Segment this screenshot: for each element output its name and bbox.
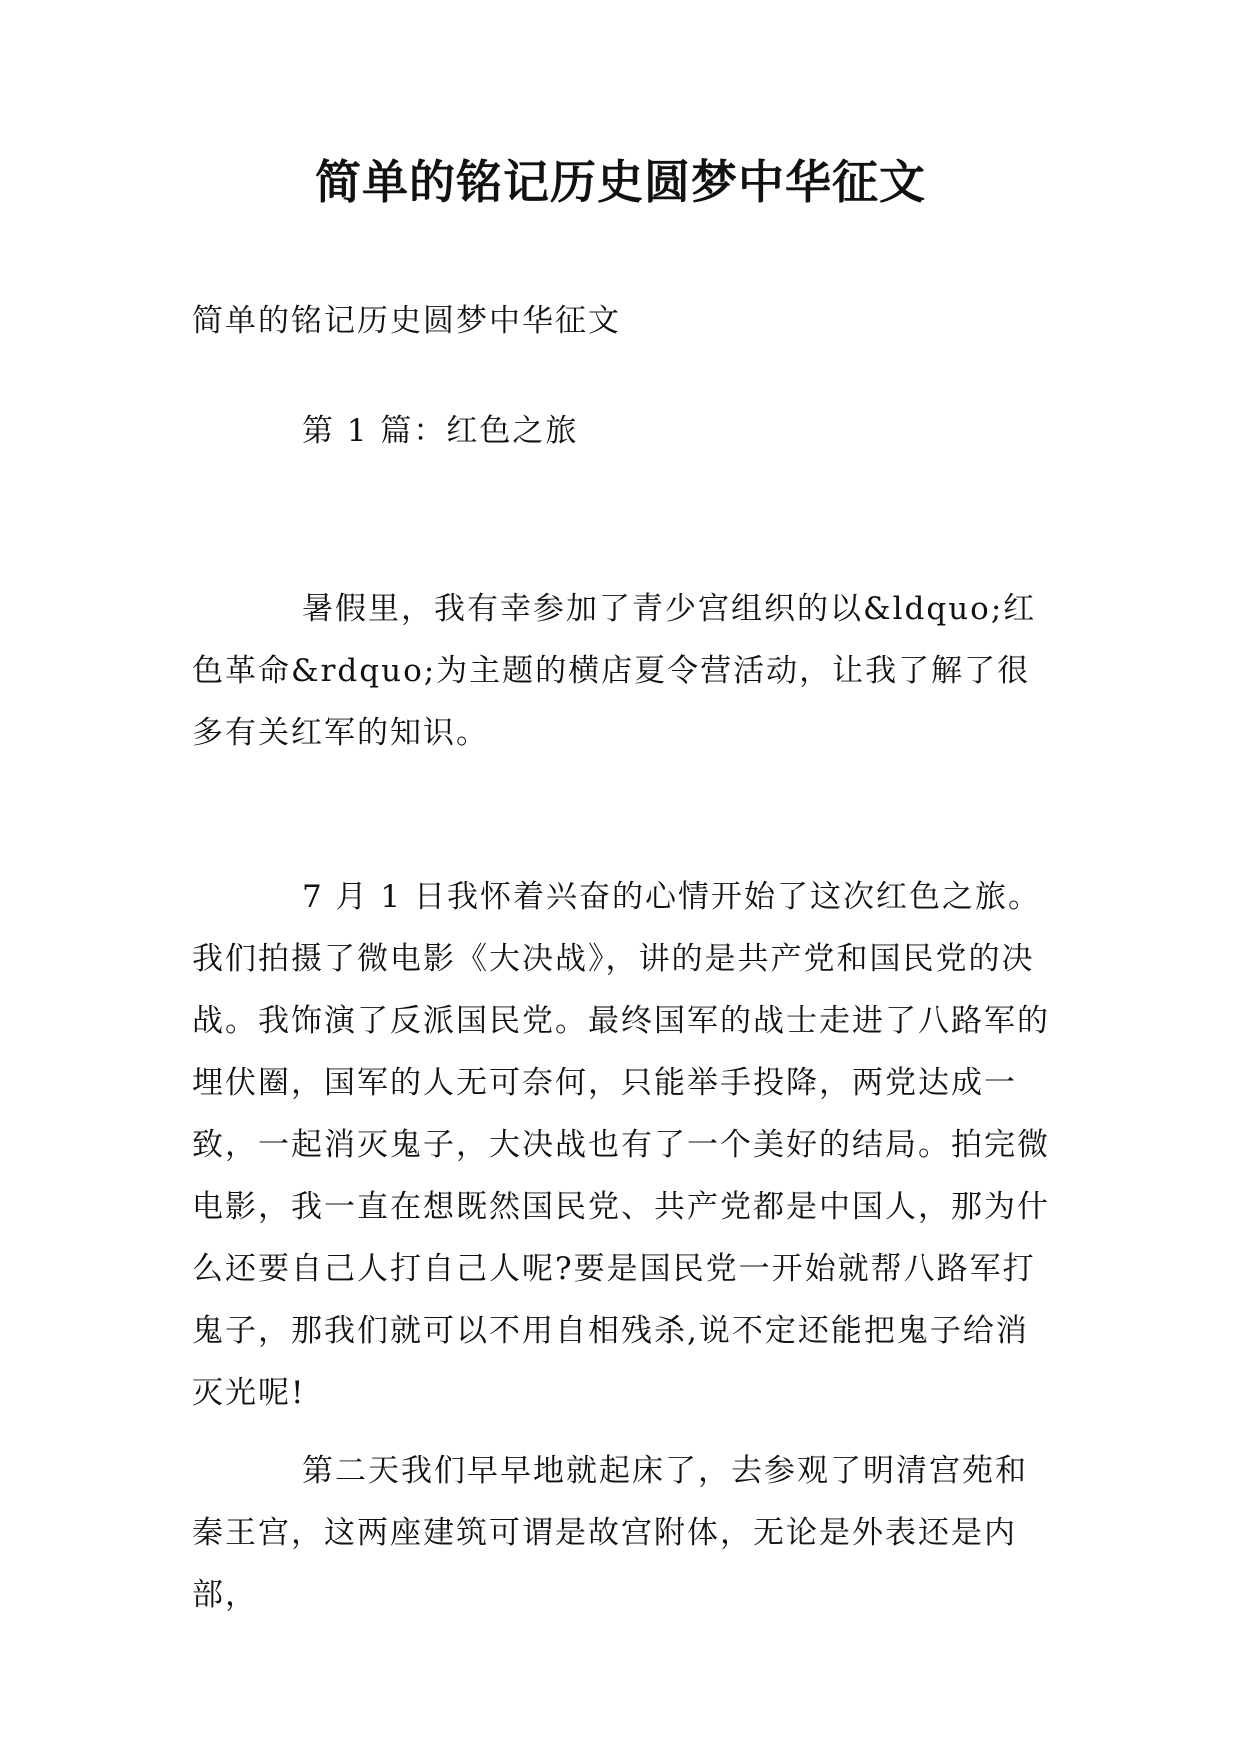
chapter-heading: 第 1 篇：红色之旅: [302, 413, 579, 449]
paragraph: 暑假里，我有幸参加了青少宫组织的以&ldquo;红色革命&rdquo;为主题的横店夏令营活动，让我了解了很多有关红军的知识。: [192, 591, 1037, 751]
document-subtitle: 简单的铭记历史圆梦中华征文: [192, 303, 621, 339]
paragraph: 7 月 1 日我怀着兴奋的心情开始了这次红色之旅。我们拍摄了微电影《大决战》，讲的是共产党和国民党的决战。我饰演了反派国民党。最终国军的战士走进了八路军的埋伏圈，国军的人无可奈何，只能举手投降，两党达成一致，一起消灭鬼子，大决战也有了一个美好的结局。拍完微电影，我一直在想既然国民党、共产党都是中国人，那为什么还要自己人打自己人呢?要是国民党一开始就帮八路军打鬼子，那我们就可以不用自相残杀,说不定还能把鬼子给消灭光呢!: [192, 879, 1050, 1411]
document-title: 简单的铭记历史圆梦中华征文: [315, 155, 926, 209]
paragraph: 第二天我们早早地就起床了，去参观了明清宫苑和秦王宫，这两座建筑可谓是故宫附体，无论是外表还是内部，: [192, 1453, 1028, 1613]
